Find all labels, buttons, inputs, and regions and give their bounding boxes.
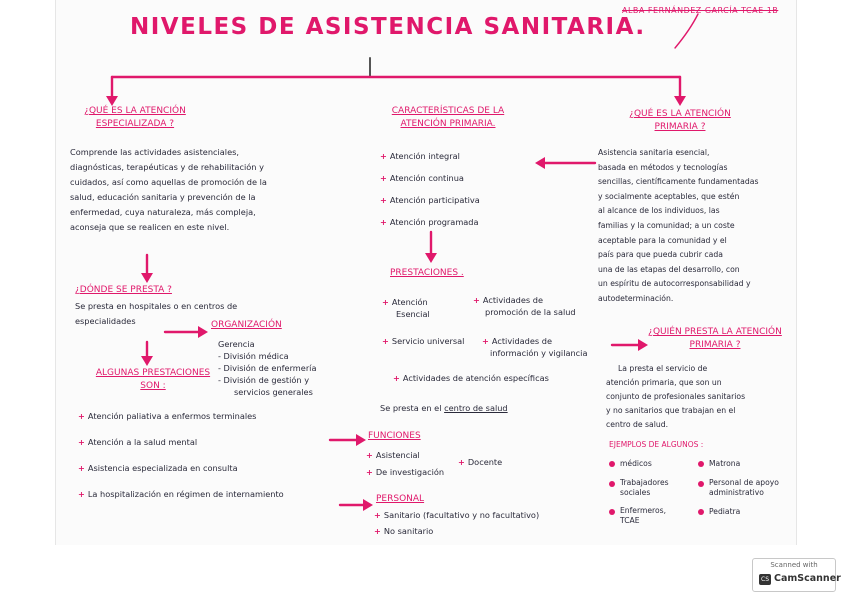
left-definition [70, 145, 330, 235]
arrowhead-right-branch [674, 96, 686, 106]
heading-line: ¿QUÉ ES LA ATENCIÓN [629, 109, 731, 119]
item-text: promoción de la salud [485, 307, 576, 317]
plus-icon: + [366, 450, 373, 460]
item-text: médicos [620, 459, 652, 468]
personal-list [374, 507, 614, 539]
quien-text [606, 362, 792, 432]
item-text: Actividades de [482, 295, 543, 305]
author-name: ALBA FERNÁNDEZ GARCÍA TCAE 1B [622, 6, 779, 15]
item-text: Servicio universal [391, 336, 465, 346]
list-item [78, 429, 368, 455]
item-text: Asistencia especializada en consulta [87, 463, 238, 473]
heading-line: SON : [140, 381, 166, 391]
list-item [698, 478, 793, 506]
item-text: Actividades de atención específicas [402, 373, 549, 383]
personal-heading: PERSONAL [376, 494, 425, 504]
heading-line: ALGUNAS PRESTACIONES [95, 368, 211, 378]
text-line: y no sanitarios que trabajan en el [606, 406, 736, 415]
item-text: Atención [391, 297, 428, 307]
plus-icon: + [380, 173, 387, 183]
left-heading: ¿QUÉ ES LA ATENCIÓN ESPECIALIZADA ? [84, 106, 186, 129]
heading-line: PRIMARIA ? [689, 340, 741, 350]
right-definition [598, 146, 793, 307]
text-line: país para que pueda cubrir cada [598, 250, 723, 260]
text-line: sencillas, científicamente fundamentadas [598, 177, 759, 187]
item-text: La hospitalización en régimen de internamiento [87, 489, 284, 499]
list-item [78, 403, 368, 429]
item-text: Actividades de [491, 336, 552, 346]
list-item [609, 458, 699, 478]
item-text: Docente [467, 457, 503, 467]
plus-icon: + [382, 297, 389, 307]
item-text: Atención continua [389, 173, 464, 183]
list-item [609, 478, 699, 506]
text-line: Comprende las actividades asistenciales, [70, 147, 239, 157]
bullet-icon [609, 509, 615, 515]
checkmark-scribble [675, 14, 698, 48]
list-item [78, 455, 368, 481]
bullet-icon [698, 461, 704, 467]
item-text: Atención paliativa a enfermos terminales [87, 411, 257, 421]
text-line: diagnósticas, terapéuticas y de rehabilitación y [70, 162, 264, 172]
donde-heading: ¿DÓNDE SE PRESTA ? [75, 285, 172, 295]
scanned-with-label: Scanned with [770, 561, 818, 569]
text-line: al alcance de los individuos, las [598, 206, 720, 216]
plus-icon: + [78, 437, 85, 447]
text-line: La presta el servicio de [618, 364, 708, 373]
heading-line: CARACTERÍSTICAS DE LA [391, 106, 505, 116]
page-title: NIVELES DE ASISTENCIA SANITARIA. [130, 14, 646, 40]
item-text: De investigación [375, 467, 445, 477]
center-heading [378, 105, 518, 131]
item-text: Atención participativa [389, 195, 480, 205]
list-item [380, 145, 530, 167]
caracteristicas-list [380, 145, 530, 233]
item-text: Matrona [709, 459, 741, 468]
prestacion-item [393, 372, 603, 384]
algunas-prestaciones-heading [88, 367, 218, 393]
plus-icon: + [380, 151, 387, 161]
organizacion-list [218, 338, 358, 398]
plus-icon: + [393, 373, 400, 383]
plus-icon: + [382, 336, 389, 346]
plus-icon: + [366, 467, 373, 477]
text-line: especialidades [75, 316, 136, 326]
left-prestaciones-list [78, 403, 368, 507]
plus-icon: + [78, 489, 85, 499]
text-line: salud, educación sanitaria y prevención de la [70, 192, 256, 202]
text-line: Asistencia sanitaria esencial, [598, 148, 710, 157]
item-text: No sanitario [383, 526, 434, 536]
list-item [374, 507, 614, 523]
heading-line: PRIMARIA ? [654, 122, 706, 132]
ejemplos-heading: EJEMPLOS DE ALGUNOS : [609, 440, 704, 449]
text-line: enfermedad, cuya naturaleza, más compleja, [70, 207, 256, 217]
ejemplos-col-2 [698, 458, 793, 518]
bullet-icon [698, 509, 704, 515]
text-line: Se presta en hospitales o en centros de [75, 301, 238, 311]
text-prefix: Se presta en el [380, 403, 442, 413]
heading-line: ATENCIÓN PRIMARIA. [400, 119, 496, 129]
list-item [374, 523, 614, 539]
item-text: Personal de apoyo administrativo [709, 478, 779, 497]
plus-icon: + [473, 295, 480, 305]
item-text: información y vigilancia [490, 348, 588, 358]
text-line: un espíritu de autocorresponsabilidad y [598, 279, 751, 289]
plus-icon: + [374, 510, 381, 520]
list-item [698, 506, 793, 518]
prestacion-item [482, 335, 612, 359]
plus-icon: + [380, 195, 387, 205]
text-line: atención primaria, que son un [606, 378, 722, 387]
arrowhead-to-caract [535, 157, 545, 169]
list-item: servicios generales [234, 387, 313, 397]
item-text: Atención programada [389, 217, 479, 227]
list-item [458, 456, 538, 468]
list-item [698, 458, 793, 478]
arrowhead-left-down-2 [141, 356, 153, 366]
heading-line: ¿QUIÉN PRESTA LA ATENCIÓN [648, 327, 782, 337]
item-text: Atención a la salud mental [87, 437, 198, 447]
plus-icon: + [482, 336, 489, 346]
arrowhead-caract [425, 253, 437, 263]
text-place: centro de salud [444, 403, 508, 413]
funciones-heading: FUNCIONES [368, 431, 421, 441]
bullet-icon [609, 461, 615, 467]
plus-icon: + [380, 217, 387, 227]
camscanner-brand: CamScanner [774, 573, 841, 584]
plus-icon: + [78, 411, 85, 421]
item-text: Enfermeros, TCAE [620, 506, 666, 525]
prestacion-item [382, 296, 472, 320]
plus-icon: + [458, 457, 465, 467]
prestacion-item [473, 294, 613, 318]
list-item [380, 167, 530, 189]
ejemplos-col-1 [609, 458, 699, 526]
text-line: aceptable para la comunidad y el [598, 235, 727, 245]
list-item [380, 211, 530, 233]
text-line: aconseja que se realicen en este nivel. [70, 222, 230, 232]
list-item: - División de enfermería [218, 363, 317, 373]
item-text: Atención integral [389, 151, 460, 161]
arrowhead-left-down-1 [141, 273, 153, 283]
item-text: Asistencial [375, 450, 420, 460]
list-item [380, 189, 530, 211]
text-line: centro de salud. [606, 420, 669, 429]
quien-heading [640, 326, 790, 352]
text-line: autodeterminación. [598, 293, 674, 303]
item-text: Esencial [396, 309, 430, 319]
list-item: - División médica [218, 351, 289, 361]
organizacion-heading: ORGANIZACIÓN [211, 320, 282, 330]
se-presta-text [380, 402, 610, 414]
item-text: Sanitario (facultativo y no facultativo) [383, 510, 540, 520]
text-line: y socialmente aceptables, que estén [598, 191, 740, 201]
text-line: basada en métodos y tecnologías [598, 162, 728, 172]
text-line: conjunto de profesionales sanitarios [606, 392, 746, 401]
right-heading [605, 108, 755, 134]
list-item: - División de gestión y [218, 375, 310, 385]
plus-icon: + [78, 463, 85, 473]
prestaciones-heading: PRESTACIONES . [390, 268, 464, 278]
prestacion-item [382, 335, 492, 347]
list-item [78, 481, 368, 507]
item-text: Trabajadores sociales [620, 478, 669, 497]
bullet-icon [698, 481, 704, 487]
camscanner-badge [752, 558, 841, 592]
text-line: una de las etapas del desarrollo, con [598, 264, 740, 274]
list-item: Gerencia [218, 339, 255, 349]
text-line: cuidados, así como aquellas de promoción de la [70, 177, 267, 187]
item-text: Pediatra [709, 507, 741, 516]
list-item [609, 506, 699, 526]
bullet-icon [609, 481, 615, 487]
camscanner-logo-icon: CS [761, 576, 769, 583]
plus-icon: + [374, 526, 381, 536]
text-line: familias y la comunidad; a un coste [598, 220, 735, 230]
